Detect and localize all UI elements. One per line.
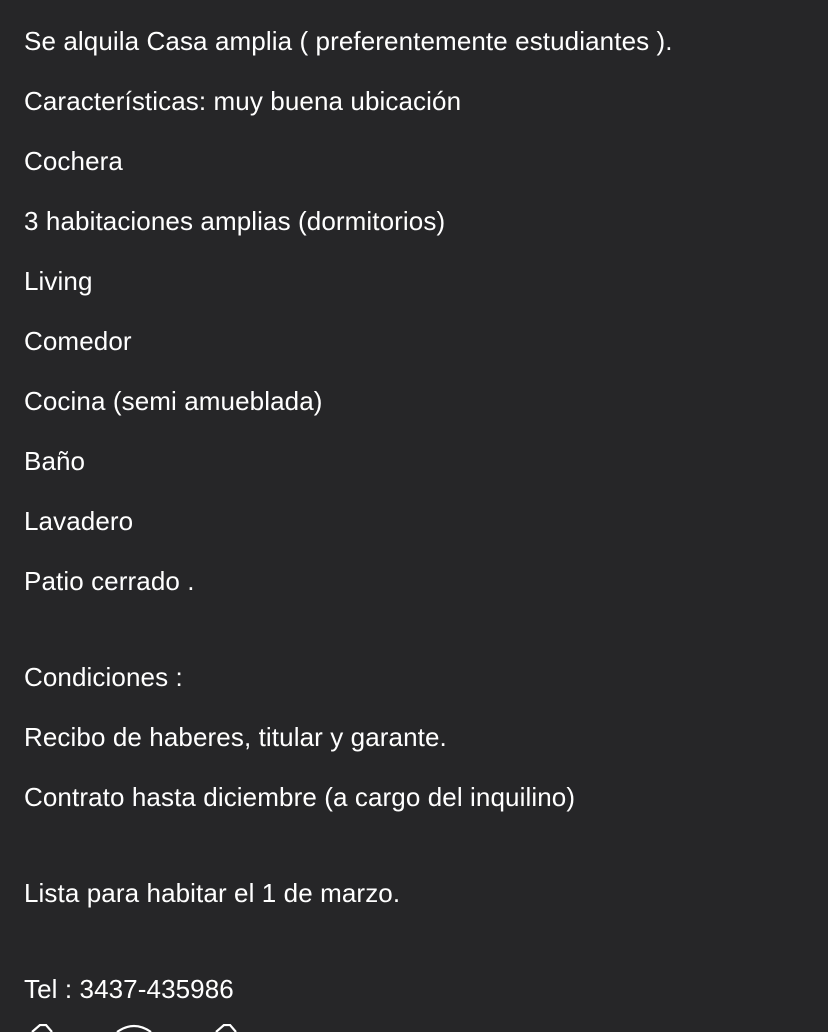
comment-icon[interactable] — [114, 1024, 154, 1032]
post-line-garage: Cochera — [24, 146, 123, 176]
post-line-features: Características: muy buena ubicación — [24, 86, 462, 116]
post-line-rooms: 3 habitaciones amplias (dormitorios) — [24, 206, 446, 236]
post-line-laundry: Lavadero — [24, 506, 134, 536]
share-icon[interactable] — [214, 1024, 238, 1032]
post-line-availability: Lista para habitar el 1 de marzo. — [24, 878, 401, 908]
post-actions-bar — [0, 1016, 828, 1032]
post-line-conditions: Condiciones : — [24, 662, 183, 692]
post-line-requirements: Recibo de haberes, titular y garante. — [24, 722, 447, 752]
post-line-patio: Patio cerrado . — [24, 566, 195, 596]
post-line-kitchen: Cocina (semi amueblada) — [24, 386, 323, 416]
like-icon[interactable] — [30, 1024, 54, 1032]
post-line-living: Living — [24, 266, 93, 296]
post-line-dining: Comedor — [24, 326, 132, 356]
post-line-contract: Contrato hasta diciembre (a cargo del inquilino) — [24, 782, 576, 812]
post-line-title: Se alquila Casa amplia ( preferentemente estudiantes ). — [24, 26, 673, 56]
post-line-bathroom: Baño — [24, 446, 86, 476]
post-line-phone: Tel : 3437-435986 — [24, 974, 234, 1004]
